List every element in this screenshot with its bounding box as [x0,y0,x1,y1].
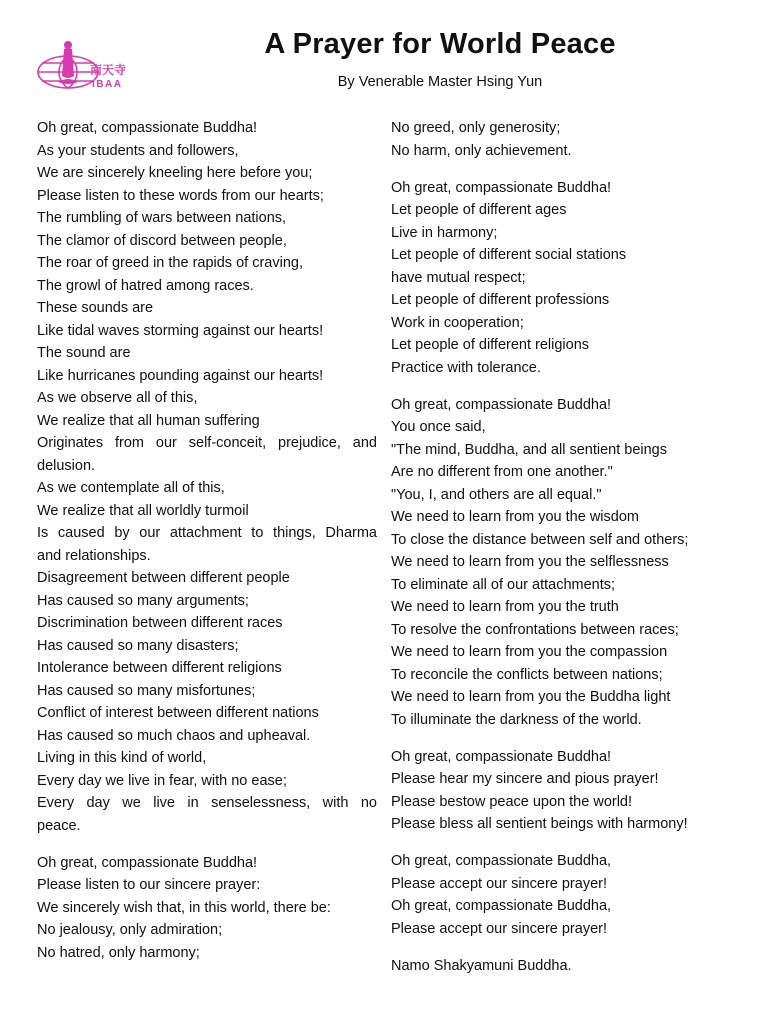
verse-line: Every day we live in fear, with no ease; [37,772,287,789]
page-title: A Prayer for World Peace [264,28,616,60]
verse-line: Let people of different religions [391,337,590,353]
verse-line: To close the distance between self and others; [391,531,689,548]
verse-line: We sincerely wish that, in this world, there be: [37,899,331,916]
verse-line: The roar of greed in the rapids of craving, [37,255,303,271]
verse-line: You once said, [391,419,486,435]
verse-line: To illuminate the darkness of the world. [391,711,642,728]
verse-line: Has caused so much chaos and upheaval. [37,727,311,744]
verse-line: Oh great, compassionate Buddha! [391,748,612,765]
verse-line: These sounds are [37,300,154,316]
verse-line: Let people of different social stations [391,247,627,263]
verse-line: As we contemplate all of this, [37,480,225,496]
verse-line: Is caused by our attachment to things, Dharma [37,525,377,541]
verse-line: No harm, only achievement. [391,142,572,159]
verse-line: Work in cooperation; [391,314,524,331]
verse-line: We realize that all worldly turmoil [37,502,249,519]
verse-line: We need to learn from you the truth [391,599,619,615]
verse-line: The clamor of discord between people, [37,232,287,249]
verse-line: Oh great, compassionate Buddha, [391,898,612,914]
verse-line: We are sincerely kneeling here before you; [37,165,313,181]
verse-line: No greed, only generosity; [391,120,561,136]
verse-line: Has caused so many disasters; [37,637,239,654]
verse-line: Oh great, compassionate Buddha, [391,853,612,869]
verse-line: No hatred, only harmony; [37,944,200,961]
ibaa-temple-logo [34,36,134,100]
stanza [391,746,731,836]
verse-line: Oh great, compassionate Buddha! [391,396,612,413]
verse-line: We realize that all human suffering [37,412,260,429]
verse-line: The rumbling of wars between nations, [37,210,287,226]
verse-line: Intolerance between different religions [37,660,282,676]
stanza [391,117,731,162]
verse-line: As your students and followers, [37,142,239,159]
verse-line: Please bestow peace upon the world! [391,793,633,810]
verse-line: Oh great, compassionate Buddha! [37,854,258,871]
verse-line: We need to learn from you the compassion [391,644,668,660]
verse-line: Every day we live in senselessness, with no [37,795,377,811]
verse-line: Like tidal waves storming against our hearts! [37,322,324,339]
verse-line: Please accept our sincere prayer! [391,920,607,937]
verse-line: Practice with tolerance. [391,359,541,376]
verse-line: have mutual respect; [391,269,526,286]
logo-chinese-text: 南天寺 [90,63,127,77]
stanza [391,177,731,380]
logo-org-text: IBAA [92,79,123,90]
verse-line: peace. [37,817,81,834]
verse-line: To reconcile the conflicts between nations; [391,666,663,683]
stanza [37,852,377,965]
verse-line: Oh great, compassionate Buddha! [37,120,258,136]
verse-line: Has caused so many arguments; [37,592,249,609]
verse-line: To eliminate all of our attachments; [391,576,616,593]
verse-line: We need to learn from you the selflessness [391,554,669,570]
verse-line: Like hurricanes pounding against our hearts! [37,367,324,384]
verse-line: As we observe all of this, [37,390,198,406]
verse-line: Please hear my sincere and pious prayer! [391,771,659,787]
verse-line: and relationships. [37,547,151,564]
verse-line: Are no different from one another." [391,464,613,480]
verse-line: The sound are [37,345,131,361]
verse-line: Conflict of interest between different nations [37,705,319,721]
verse-line: The growl of hatred among races. [37,277,254,294]
verse-line: delusion. [37,457,96,474]
verse-line: Please bless all sentient beings with harmony! [391,816,688,832]
verse-line: Discrimination between different races [37,615,283,631]
verse-line: We need to learn from you the Buddha light [391,689,671,705]
stanza [391,394,731,732]
stanza [391,955,731,978]
right-column [391,117,731,992]
verse-line: Oh great, compassionate Buddha! [391,179,612,196]
verse-line: Has caused so many misfortunes; [37,682,256,699]
verse-line: Please accept our sincere prayer! [391,875,607,892]
verse-line: Let people of different professions [391,292,610,308]
verse-line: To resolve the confrontations between races; [391,621,679,638]
verse-line: Disagreement between different people [37,570,290,586]
verse-line: Let people of different ages [391,202,567,218]
verse-line: Please listen to these words from our hearts; [37,187,324,204]
verse-line: Live in harmony; [391,224,498,241]
verse-line: Living in this kind of world, [37,750,207,766]
verse-line: Originates from our self-conceit, prejudice, and [37,435,377,451]
verse-line: "You, I, and others are all equal." [391,486,602,503]
verse-line: We need to learn from you the wisdom [391,509,639,525]
verse-line: No jealousy, only admiration; [37,922,223,938]
ibaa-logo-icon [34,36,134,100]
verse-line: Please listen to our sincere prayer: [37,877,261,893]
stanza [391,850,731,940]
verse-line: "The mind, Buddha, and all sentient beings [391,441,667,458]
stanza [37,117,377,837]
left-column [37,117,377,979]
verse-line: Namo Shakyamuni Buddha. [391,957,572,974]
author-byline: By Venerable Master Hsing Yun [337,74,543,90]
